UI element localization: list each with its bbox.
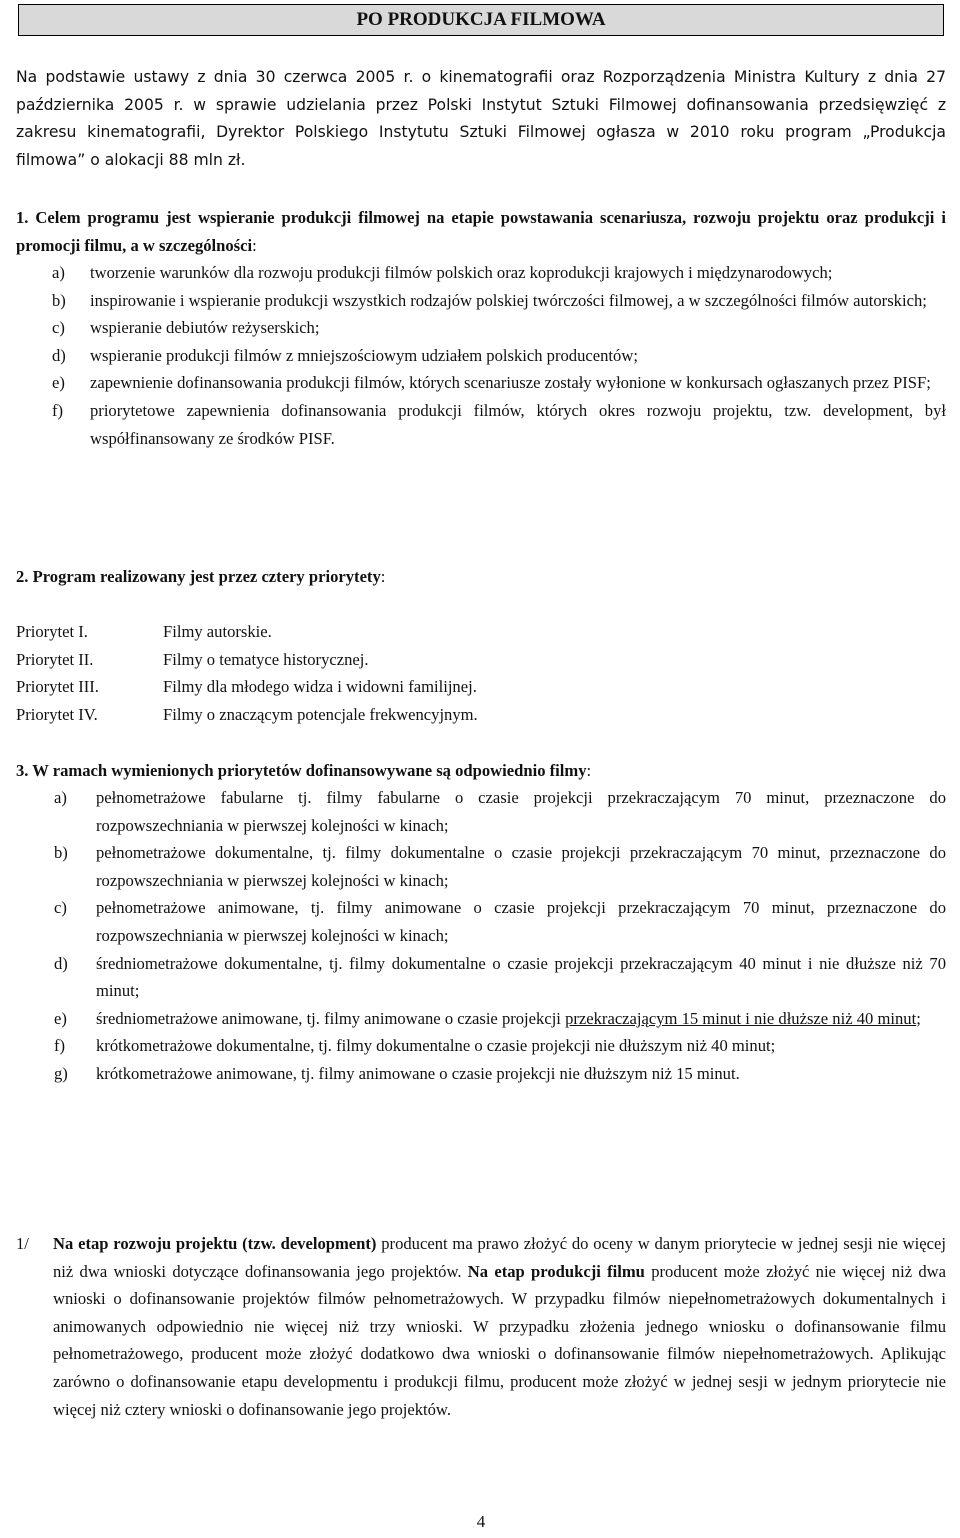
list-item-text: krótkometrażowe dokumentalne, tj. filmy dokumentalne o czasie projekcji nie dłuższym niż 40 minut;	[96, 1036, 776, 1056]
list-item	[16, 314, 946, 342]
list-marker: c)	[52, 318, 65, 338]
list-item-text: średniometrażowe animowane, tj. filmy animowane o czasie projekcji	[96, 1008, 566, 1028]
list-item-text: krótkometrażowe animowane, tj. filmy animowane o czasie projekcji nie dłuższym niż 15 minut.	[96, 1063, 740, 1083]
footnote-paragraph	[16, 1230, 946, 1423]
page-title	[18, 4, 944, 36]
priority-label: Priorytet III.	[16, 677, 99, 697]
priority-text: Filmy autorskie.	[163, 622, 272, 641]
list-item	[16, 369, 946, 397]
list-item-text: pełnometrażowe animowane, tj. filmy animowane o czasie projekcji przekraczającym 70 minut, przeznaczone do rozpowszechniania w pierwszej kolejności w kinach;	[96, 898, 946, 945]
list-marker: b)	[54, 843, 68, 863]
list-item	[16, 839, 946, 894]
list-item	[16, 259, 946, 287]
section-2-heading-text: 2. Program realizowany jest przez cztery priorytety	[16, 567, 381, 586]
footnote-text-1: producent ma prawo złożyć do oceny w danym priorytecie w jednej sesji nie więcej niż dwa wnioski dotyczące dofinansowania jego projektów.	[53, 1234, 946, 1281]
section-2-colon: :	[380, 567, 386, 586]
section-2-heading	[16, 563, 946, 591]
title-text: PO PRODUKCJA FILMOWA	[356, 9, 606, 30]
footnote-marker: 1/	[16, 1234, 29, 1253]
section-3-colon: :	[586, 761, 592, 780]
list-item	[16, 342, 946, 370]
list-item	[16, 1032, 946, 1060]
priority-label: Priorytet II.	[16, 649, 94, 669]
intro-paragraph	[16, 64, 946, 174]
priority-text: Filmy o tematyce historycznej.	[163, 649, 369, 669]
section-1-heading	[16, 204, 946, 259]
list-item-text: inspirowanie i wspieranie produkcji wszystkich rodzajów polskiej twórczości filmowej, a w szczególności filmów autorskich;	[90, 290, 927, 310]
list-item	[16, 894, 946, 949]
list-item-text: priorytetowe zapewnienia dofinansowania produkcji filmów, których okres rozwoju projektu, tzw. development, był współfinansowany ze środków PISF.	[90, 400, 946, 448]
priority-text: Filmy o znaczącym potencjale frekwencyjnym.	[163, 704, 478, 724]
list-item	[16, 1060, 946, 1088]
list-marker: a)	[54, 788, 67, 807]
priority-label: Priorytet IV.	[16, 704, 98, 724]
list-item-text: tworzenie warunków dla rozwoju produkcji filmów polskich oraz koprodukcji krajowych i międzynarodowych;	[90, 263, 833, 282]
priority-row	[16, 646, 946, 674]
list-marker: b)	[52, 290, 66, 310]
list-item-text: zapewnienie dofinansowania produkcji filmów, których scenariusze zostały wyłonione w konkursach ogłaszanych przez PISF;	[90, 373, 931, 393]
list-item	[16, 287, 946, 315]
footnote-bold-1: Na etap rozwoju projektu (tzw. development)	[53, 1234, 377, 1253]
list-item-text: wspieranie produkcji filmów z mniejszościowym udziałem polskich producentów;	[90, 345, 638, 365]
priority-label: Priorytet I.	[16, 622, 88, 641]
list-marker: f)	[52, 400, 64, 420]
list-marker: e)	[52, 373, 65, 393]
footnote-bold-2: Na etap produkcji filmu	[467, 1261, 645, 1281]
list-item-text-end: ;	[916, 1008, 921, 1028]
section-3-heading-text: 3. W ramach wymienionych priorytetów dofinansowywane są odpowiednio filmy	[16, 761, 587, 780]
list-marker: d)	[52, 345, 66, 365]
section-1-list	[16, 259, 946, 452]
section-1-heading-text: 1. Celem programu jest wspieranie produkcji filmowej na etapie powstawania scenariusza, rozwoju projektu oraz produkcji i promocji filmu, a w szczególności	[16, 208, 946, 255]
list-marker: g)	[54, 1063, 68, 1083]
section-3-heading	[16, 757, 946, 785]
list-item-text: średniometrażowe dokumentalne, tj. filmy dokumentalne o czasie projekcji przekraczającym 40 minut i nie dłuższe niż 70 minut;	[96, 953, 946, 1001]
underlined-text: przekraczającym 15 minut i nie dłuższe niż 40 minut	[565, 1008, 917, 1028]
priority-list	[16, 618, 946, 728]
list-item-text: pełnometrażowe fabularne tj. filmy fabularne o czasie projekcji przekraczającym 70 minut, przeznaczone do rozpowszechniania w pierwszej kolejności w kinach;	[96, 788, 946, 835]
list-marker: f)	[54, 1036, 66, 1056]
list-item	[16, 950, 946, 1005]
list-item	[16, 397, 946, 452]
intro-text: Na podstawie ustawy z dnia 30 czerwca 2005 r. o kinematografii oraz Rozporządzenia Ministra Kultury z dnia 27 października 2005 r. w sprawie udzielania przez Polski Instytut Sztuki Filmowej dofinansowania przedsięwzięć z zakresu kinematografii, Dyrektor Polskiego Instytutu Sztuki Filmowej ogłasza w 2010 roku program	[16, 68, 946, 142]
section-3-list	[16, 784, 946, 1088]
program-name: „Produkcja filmowa”	[16, 123, 946, 169]
list-item-text: wspieranie debiutów reżyserskich;	[90, 318, 320, 338]
list-item	[16, 784, 946, 839]
page-number: 4	[476, 1512, 486, 1531]
list-marker: a)	[52, 263, 65, 282]
priority-text: Filmy dla młodego widza i widowni familijnej.	[163, 677, 477, 697]
allocation-text: o alokacji 88 mln zł.	[85, 150, 246, 169]
list-item	[16, 1005, 946, 1033]
priority-row	[16, 701, 946, 729]
list-marker: d)	[54, 953, 68, 973]
priority-row	[16, 673, 946, 701]
list-marker: e)	[54, 1008, 67, 1028]
priority-row	[16, 618, 946, 646]
list-item-text: pełnometrażowe dokumentalne, tj. filmy dokumentalne o czasie projekcji przekraczającym 70 minut, przeznaczone do rozpowszechniania w pierwszej kolejności w kinach;	[96, 843, 946, 890]
footnote-body	[53, 1230, 946, 1423]
footnote-text-2: producent może złożyć nie więcej niż dwa wnioski o dofinansowanie projektów filmów pełnometrażowych. W przypadku filmów niepełnometrażowych dokumentalnych i animowanych odpowiednio nie więcej niż trzy wnioski. W przypadku złożenia jednego wniosku o dofinansowanie filmu pełnometrażowego, producent może złożyć dodatkowo dwa wnioski o dofinansowanie filmów niepełnometrażowych. Aplikując zarówno o dofinansowanie etapu developmentu i produkcji filmu, producent może złożyć w jednej sesji w jednym priorytecie nie więcej niż cztery wnioski o dofinansowanie jego projektów.	[53, 1261, 946, 1419]
list-marker: c)	[54, 898, 67, 918]
section-1-colon: :	[252, 235, 257, 255]
